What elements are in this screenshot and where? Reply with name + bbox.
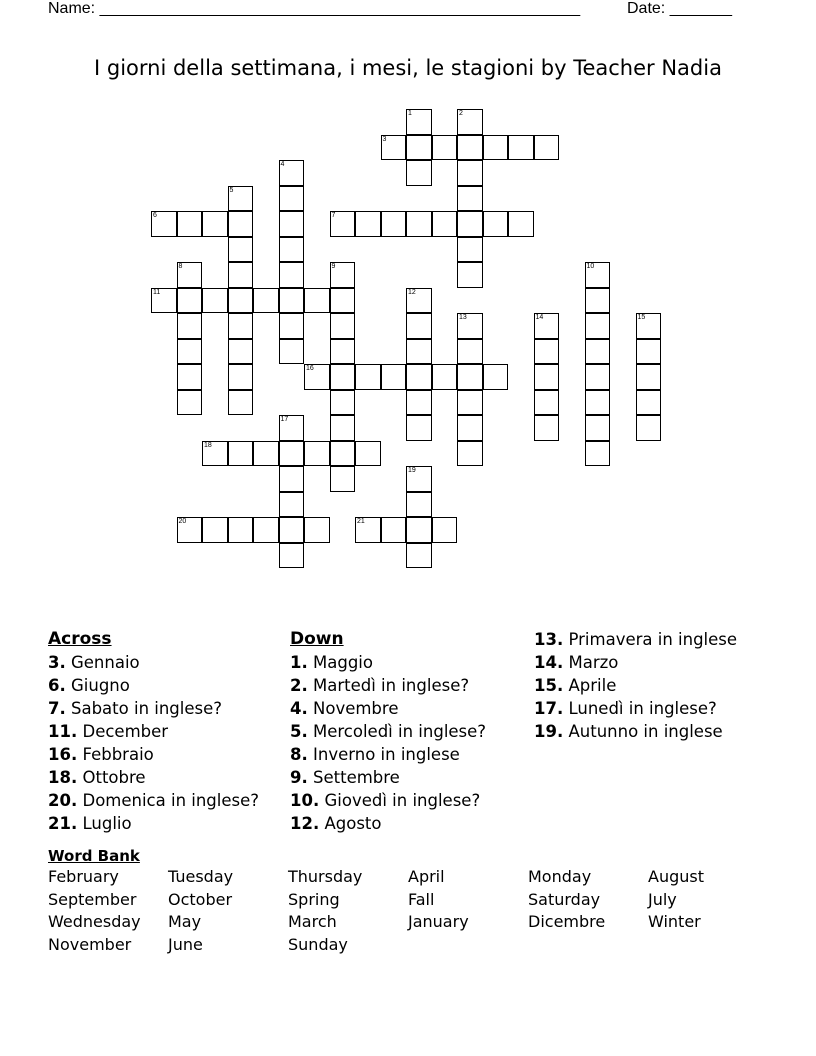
- word-bank-item: January: [408, 912, 469, 931]
- clue-across-7: 7. Sabato in inglese?: [48, 699, 223, 718]
- crossword-cell[interactable]: [457, 390, 483, 416]
- clue-across-3: 3. Gennaio: [48, 653, 140, 672]
- word-bank-item: August: [648, 867, 704, 886]
- clue-number: 15: [637, 314, 646, 321]
- clue-number: 17: [280, 416, 289, 423]
- clue-across-6: 6. Giugno: [48, 676, 130, 695]
- clue-number: 14: [535, 314, 544, 321]
- crossword-cell[interactable]: [177, 517, 203, 543]
- crossword-cell[interactable]: [406, 288, 432, 314]
- crossword-cell[interactable]: [406, 339, 432, 365]
- crossword-cell[interactable]: [406, 109, 432, 135]
- crossword-cell[interactable]: [279, 211, 305, 237]
- crossword-cell[interactable]: [355, 517, 381, 543]
- clue-down-19: 19. Autunno in inglese: [534, 722, 723, 741]
- crossword-cell[interactable]: [483, 135, 509, 161]
- crossword-cell[interactable]: [457, 135, 483, 161]
- word-bank-item: May: [168, 912, 202, 931]
- crossword-cell[interactable]: [330, 364, 356, 390]
- clue-down-5: 5. Mercoledì in inglese?: [290, 722, 487, 741]
- crossword-cell[interactable]: [279, 186, 305, 212]
- crossword-cell[interactable]: [457, 237, 483, 263]
- crossword-cell[interactable]: [177, 390, 203, 416]
- word-bank-item: Fall: [408, 889, 435, 909]
- crossword-cell[interactable]: [228, 517, 254, 543]
- down-heading: Down: [290, 629, 344, 649]
- crossword-cell[interactable]: [406, 211, 432, 237]
- crossword-cell[interactable]: [279, 415, 305, 441]
- crossword-cell[interactable]: [355, 364, 381, 390]
- crossword-cell[interactable]: [330, 211, 356, 237]
- crossword-cell[interactable]: [228, 186, 254, 212]
- crossword-cell[interactable]: [406, 364, 432, 390]
- crossword-cell[interactable]: [457, 186, 483, 212]
- word-bank-item: Spring: [288, 889, 340, 909]
- crossword-cell[interactable]: [253, 441, 279, 467]
- crossword-cell[interactable]: [330, 339, 356, 365]
- clue-down-8: 8. Inverno in inglese: [290, 745, 460, 764]
- crossword-cell[interactable]: [406, 415, 432, 441]
- crossword-cell[interactable]: [381, 211, 407, 237]
- crossword-cell[interactable]: [279, 543, 305, 569]
- crossword-cell[interactable]: [585, 288, 611, 314]
- crossword-cell[interactable]: [228, 313, 254, 339]
- crossword-cell[interactable]: [381, 135, 407, 161]
- clue-number: 8: [178, 263, 183, 270]
- word-bank-item: July: [648, 889, 677, 909]
- clue-number: 2: [459, 110, 463, 117]
- across-clues: [48, 628, 259, 835]
- crossword-cell[interactable]: [330, 441, 356, 467]
- clue-across-11: 11. December: [48, 722, 169, 741]
- crossword-cell[interactable]: [330, 262, 356, 288]
- crossword-cell[interactable]: [304, 517, 330, 543]
- clue-number: 21: [357, 518, 365, 525]
- crossword-cell[interactable]: [406, 492, 432, 518]
- crossword-cell[interactable]: [457, 339, 483, 365]
- crossword-cell[interactable]: [202, 211, 228, 237]
- word-bank-item: October: [168, 889, 233, 909]
- crossword-cell[interactable]: [432, 364, 458, 390]
- crossword-cell[interactable]: [636, 390, 662, 416]
- crossword-cell[interactable]: [483, 364, 509, 390]
- crossword-cell[interactable]: [151, 288, 177, 314]
- crossword-cell[interactable]: [177, 288, 203, 314]
- crossword-cell[interactable]: [406, 466, 432, 492]
- word-bank-item: November: [48, 934, 132, 954]
- crossword-cell[interactable]: [483, 211, 509, 237]
- crossword-cell[interactable]: [585, 313, 611, 339]
- crossword-cell[interactable]: [355, 211, 381, 237]
- crossword-cell[interactable]: [534, 339, 560, 365]
- crossword-cell[interactable]: [279, 160, 305, 186]
- clue-number: 7: [331, 212, 336, 219]
- word-bank-item: June: [168, 934, 203, 954]
- clue-number: 4: [280, 161, 285, 168]
- clue-number: 19: [408, 467, 416, 474]
- crossword-cell[interactable]: [228, 211, 254, 237]
- crossword-cell[interactable]: [228, 441, 254, 467]
- crossword-cell[interactable]: [406, 543, 432, 569]
- crossword-cell[interactable]: [177, 313, 203, 339]
- crossword-cell[interactable]: [534, 364, 560, 390]
- crossword-cell[interactable]: [202, 517, 228, 543]
- crossword-cell[interactable]: [304, 441, 330, 467]
- crossword-cell[interactable]: [177, 339, 203, 365]
- crossword-cell[interactable]: [457, 262, 483, 288]
- crossword-cell[interactable]: [534, 415, 560, 441]
- clue-across-16: 16. Febbraio: [48, 745, 154, 764]
- crossword-cell[interactable]: [228, 237, 254, 263]
- word-bank-item: September: [48, 889, 137, 909]
- clue-down-13: 13. Primavera in inglese: [534, 630, 738, 649]
- crossword-cell[interactable]: [406, 390, 432, 416]
- crossword-cell[interactable]: [330, 415, 356, 441]
- crossword-cell[interactable]: [151, 211, 177, 237]
- crossword-cell[interactable]: [304, 364, 330, 390]
- crossword-cell[interactable]: [381, 364, 407, 390]
- crossword-cell[interactable]: [534, 135, 560, 161]
- clue-down-4: 4. Novembre: [290, 699, 399, 718]
- word-bank-item: Sunday: [288, 934, 348, 954]
- clue-across-20: 20. Domenica in inglese?: [48, 791, 260, 810]
- word-bank-heading: Word Bank: [48, 847, 140, 865]
- crossword-cell[interactable]: [406, 517, 432, 543]
- clue-down-14: 14. Marzo: [534, 653, 619, 672]
- crossword-cell[interactable]: [585, 262, 611, 288]
- clue-down-10: 10. Giovedì in inglese?: [290, 791, 481, 810]
- clue-number: 16: [306, 365, 314, 372]
- clue-number: 12: [408, 288, 416, 296]
- clue-down-12: 12. Agosto: [290, 814, 382, 833]
- crossword-cell[interactable]: [279, 313, 305, 339]
- crossword-cell[interactable]: [330, 313, 356, 339]
- clue-down-15: 15. Aprile: [534, 676, 617, 695]
- crossword-cell[interactable]: [457, 160, 483, 186]
- crossword-cell[interactable]: [228, 339, 254, 365]
- clue-down-2: 2. Martedì in inglese?: [290, 676, 470, 695]
- crossword-cell[interactable]: [330, 390, 356, 416]
- clue-across-18: 18. Ottobre: [48, 768, 146, 787]
- crossword-cell[interactable]: [202, 441, 228, 467]
- clue-down-1: 1. Maggio: [290, 653, 373, 672]
- word-bank-item: Winter: [648, 912, 701, 931]
- crossword-cell[interactable]: [381, 517, 407, 543]
- word-bank-item: March: [288, 912, 337, 931]
- crossword-cell[interactable]: [177, 262, 203, 288]
- down-clues: [290, 628, 486, 835]
- clue-number: 3: [382, 135, 387, 143]
- crossword-cell[interactable]: [279, 441, 305, 467]
- crossword-cell[interactable]: [585, 339, 611, 365]
- crossword-cell[interactable]: [228, 364, 254, 390]
- crossword-cell[interactable]: [636, 339, 662, 365]
- word-bank-item: Dicembre: [528, 912, 606, 931]
- crossword-cell[interactable]: [585, 364, 611, 390]
- crossword-cell[interactable]: [585, 390, 611, 416]
- crossword-cell[interactable]: [432, 211, 458, 237]
- crossword-cell[interactable]: [228, 262, 254, 288]
- crossword-cell[interactable]: [228, 288, 254, 314]
- word-bank-item: Thursday: [288, 867, 363, 886]
- word-bank-item: April: [408, 867, 445, 886]
- crossword-cell[interactable]: [508, 135, 534, 161]
- clue-number: 18: [204, 441, 212, 449]
- crossword-cell[interactable]: [177, 211, 203, 237]
- clue-number: 5: [229, 186, 234, 194]
- crossword-cell[interactable]: [585, 441, 611, 467]
- clue-number: 13: [459, 314, 467, 321]
- word-bank-item: Tuesday: [168, 867, 234, 886]
- clue-across-21: 21. Luglio: [48, 814, 132, 833]
- crossword-cell[interactable]: [279, 466, 305, 492]
- crossword-cell[interactable]: [534, 313, 560, 339]
- clue-number: 10: [586, 263, 595, 270]
- crossword-cell[interactable]: [432, 517, 458, 543]
- crossword-cell[interactable]: [330, 466, 356, 492]
- word-bank-item: February: [48, 867, 119, 886]
- date-field[interactable]: Date: _______: [627, 0, 732, 17]
- crossword-cell[interactable]: [279, 237, 305, 263]
- word-bank-item: Saturday: [528, 889, 601, 909]
- down-clues-continued: [534, 628, 737, 743]
- crossword-cell[interactable]: [279, 492, 305, 518]
- crossword-cell[interactable]: [457, 441, 483, 467]
- name-field[interactable]: Name: ______________________________________________________: [48, 0, 581, 17]
- clue-down-17: 17. Lunedì in inglese?: [534, 699, 717, 718]
- crossword-cell[interactable]: [534, 390, 560, 416]
- crossword-cell[interactable]: [177, 364, 203, 390]
- crossword-cell[interactable]: [202, 288, 228, 314]
- word-bank-item: Monday: [528, 867, 592, 886]
- clue-number: 1: [408, 110, 412, 117]
- crossword-cell[interactable]: [253, 517, 279, 543]
- word-bank: [48, 867, 768, 957]
- crossword-cell[interactable]: [432, 135, 458, 161]
- crossword-cell[interactable]: [636, 415, 662, 441]
- crossword-cell[interactable]: [636, 313, 662, 339]
- clue-number: 6: [153, 212, 157, 219]
- crossword-cell[interactable]: [279, 517, 305, 543]
- crossword-cell[interactable]: [508, 211, 534, 237]
- crossword-cell[interactable]: [585, 415, 611, 441]
- clue-number: 20: [178, 518, 187, 525]
- crossword-cell[interactable]: [636, 364, 662, 390]
- crossword-cell[interactable]: [457, 415, 483, 441]
- clue-number: 11: [153, 288, 161, 296]
- crossword-cell[interactable]: [457, 364, 483, 390]
- crossword-cell[interactable]: [457, 211, 483, 237]
- crossword-cell[interactable]: [355, 441, 381, 467]
- across-heading: Across: [48, 629, 112, 649]
- crossword-cell[interactable]: [406, 313, 432, 339]
- crossword-cell[interactable]: [457, 109, 483, 135]
- crossword-cell[interactable]: [279, 262, 305, 288]
- crossword-cell[interactable]: [406, 135, 432, 161]
- crossword-cell[interactable]: [228, 390, 254, 416]
- word-bank-item: Wednesday: [48, 912, 141, 931]
- crossword-cell[interactable]: [330, 288, 356, 314]
- crossword-cell[interactable]: [406, 160, 432, 186]
- page-title: I giorni della settimana, i mesi, le stagioni by Teacher Nadia: [94, 56, 722, 80]
- clue-down-9: 9. Settembre: [290, 768, 400, 787]
- crossword-cell[interactable]: [279, 288, 305, 314]
- crossword-cell[interactable]: [304, 288, 330, 314]
- crossword-cell[interactable]: [253, 288, 279, 314]
- crossword-cell[interactable]: [457, 313, 483, 339]
- clue-number: 9: [331, 263, 336, 270]
- crossword-cell[interactable]: [279, 339, 305, 365]
